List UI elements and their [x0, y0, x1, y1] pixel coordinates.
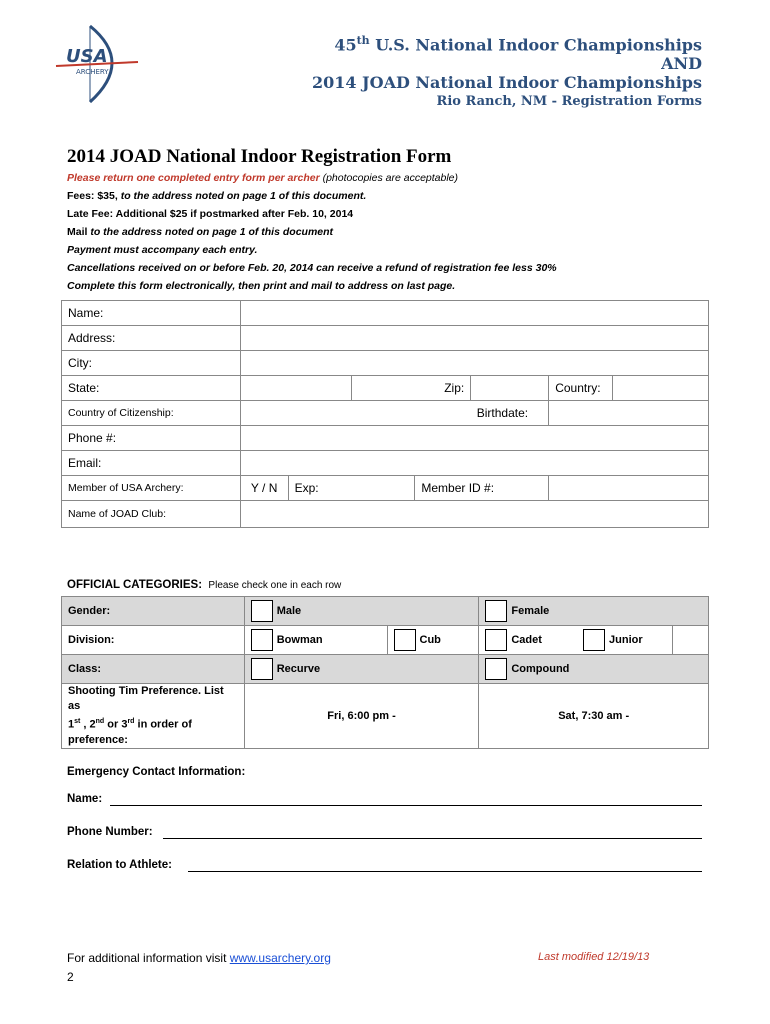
emergency-phone-row: Phone Number:: [67, 826, 702, 838]
birthdate-input[interactable]: [549, 401, 709, 426]
exp-label: Exp:: [288, 476, 415, 501]
emergency-relation-field[interactable]: [188, 871, 702, 872]
row-email: [62, 451, 709, 476]
cub-checkbox[interactable]: [394, 629, 416, 651]
instruction-payment: Payment must accompany each entry.: [67, 244, 258, 256]
footer-info: For additional information visit www.usarchery.org: [67, 951, 331, 965]
state-label: State:: [62, 376, 241, 401]
member-id-input[interactable]: [549, 476, 709, 501]
usarchery-link[interactable]: www.usarchery.org: [229, 951, 331, 965]
country-input[interactable]: [613, 376, 709, 401]
row-name: [62, 301, 709, 326]
club-input[interactable]: [240, 501, 708, 528]
instruction-mail: Mail to the address noted on page 1 of this document: [67, 226, 334, 238]
emergency-name-field[interactable]: [110, 805, 702, 806]
female-option[interactable]: Female: [479, 597, 709, 626]
row-citizenship: [62, 401, 709, 426]
row-division: [62, 626, 709, 655]
instruction-fees: Fees: $35, to the address noted on page 1 of this document.: [67, 190, 367, 202]
zip-label: Zip:: [352, 376, 471, 401]
row-address: [62, 326, 709, 351]
emergency-heading: Emergency Contact Information:: [67, 766, 246, 778]
categories-table: [61, 596, 709, 749]
row-phone: [62, 426, 709, 451]
city-label: City:: [62, 351, 241, 376]
club-label: Name of JOAD Club:: [62, 501, 241, 528]
header-line-3: 2014 JOAD National Indoor Championships: [311, 73, 702, 92]
compound-option[interactable]: Compound: [479, 655, 709, 684]
female-checkbox[interactable]: [485, 600, 507, 622]
citizenship-label: Country of Citizenship:: [62, 401, 241, 426]
row-state: [62, 376, 709, 401]
categories-heading: OFFICIAL CATEGORIES: Please check one in each row: [67, 579, 342, 591]
row-gender: [62, 597, 709, 626]
junior-checkbox[interactable]: [583, 629, 605, 651]
emergency-name-row: Name:: [67, 793, 702, 805]
instruction-late-fee: Late Fee: Additional $25 if postmarked after Feb. 10, 2014: [67, 208, 354, 220]
instruction-cancel: Cancellations received on or before Feb. 20, 2014 can receive a refund of registration fee less 30%: [67, 262, 557, 274]
instruction-complete: Complete this form electronically, then print and mail to address on last page.: [67, 280, 456, 292]
row-city: [62, 351, 709, 376]
row-club: [62, 501, 709, 528]
compound-checkbox[interactable]: [485, 658, 507, 680]
preference-label: Shooting Tim Preference. List as 1st , 2nd or 3rd in order of preference:: [62, 684, 245, 749]
row-preference: [62, 684, 709, 749]
form-title: 2014 JOAD National Indoor Registration Form: [67, 146, 452, 167]
page-number: 2: [67, 970, 74, 984]
cadet-checkbox[interactable]: [485, 629, 507, 651]
city-input[interactable]: [240, 351, 708, 376]
friday-slot[interactable]: Fri, 6:00 pm -: [244, 684, 479, 749]
zip-input[interactable]: [471, 376, 549, 401]
junior-option[interactable]: Junior: [673, 626, 709, 655]
header-line-4: Rio Ranch, NM - Registration Forms: [436, 94, 702, 109]
recurve-checkbox[interactable]: [251, 658, 273, 680]
recurve-option[interactable]: Recurve: [244, 655, 479, 684]
state-input[interactable]: [240, 376, 352, 401]
member-yn[interactable]: Y / N: [240, 476, 288, 501]
instruction-return: Please return one completed entry form per archer (photocopies are acceptable): [67, 172, 459, 184]
name-label: Name:: [62, 301, 241, 326]
member-label: Member of USA Archery:: [62, 476, 241, 501]
male-option[interactable]: Male: [244, 597, 479, 626]
svg-text:ARCHERY: ARCHERY: [76, 68, 109, 76]
name-input[interactable]: [240, 301, 708, 326]
bowman-option[interactable]: Bowman: [244, 626, 387, 655]
address-input[interactable]: [240, 326, 708, 351]
row-member: [62, 476, 709, 501]
member-id-label: Member ID #:: [415, 476, 549, 501]
last-modified: Last modified 12/19/13: [538, 951, 650, 963]
birthdate-label: Birthdate:: [471, 401, 549, 426]
registration-table: [61, 300, 709, 528]
cub-option[interactable]: Cub: [387, 626, 479, 655]
country-label: Country:: [549, 376, 613, 401]
phone-label: Phone #:: [62, 426, 241, 451]
division-label: Division:: [62, 626, 245, 655]
usa-archery-logo: [52, 22, 142, 106]
header-line-1: 45th U.S. National Indoor Championships: [334, 34, 702, 55]
cadet-option[interactable]: Cadet: [479, 626, 673, 655]
saturday-slot[interactable]: Sat, 7:30 am -: [479, 684, 709, 749]
address-label: Address:: [62, 326, 241, 351]
class-label: Class:: [62, 655, 245, 684]
bowman-checkbox[interactable]: [251, 629, 273, 651]
gender-label: Gender:: [62, 597, 245, 626]
row-class: [62, 655, 709, 684]
email-input[interactable]: [240, 451, 708, 476]
email-label: Email:: [62, 451, 241, 476]
emergency-relation-row: Relation to Athlete:: [67, 859, 702, 871]
male-checkbox[interactable]: [251, 600, 273, 622]
emergency-phone-field[interactable]: [163, 838, 702, 839]
svg-text:USA: USA: [66, 46, 108, 67]
phone-input[interactable]: [240, 426, 708, 451]
header-line-2: AND: [661, 54, 702, 73]
citizenship-input[interactable]: [240, 401, 471, 426]
